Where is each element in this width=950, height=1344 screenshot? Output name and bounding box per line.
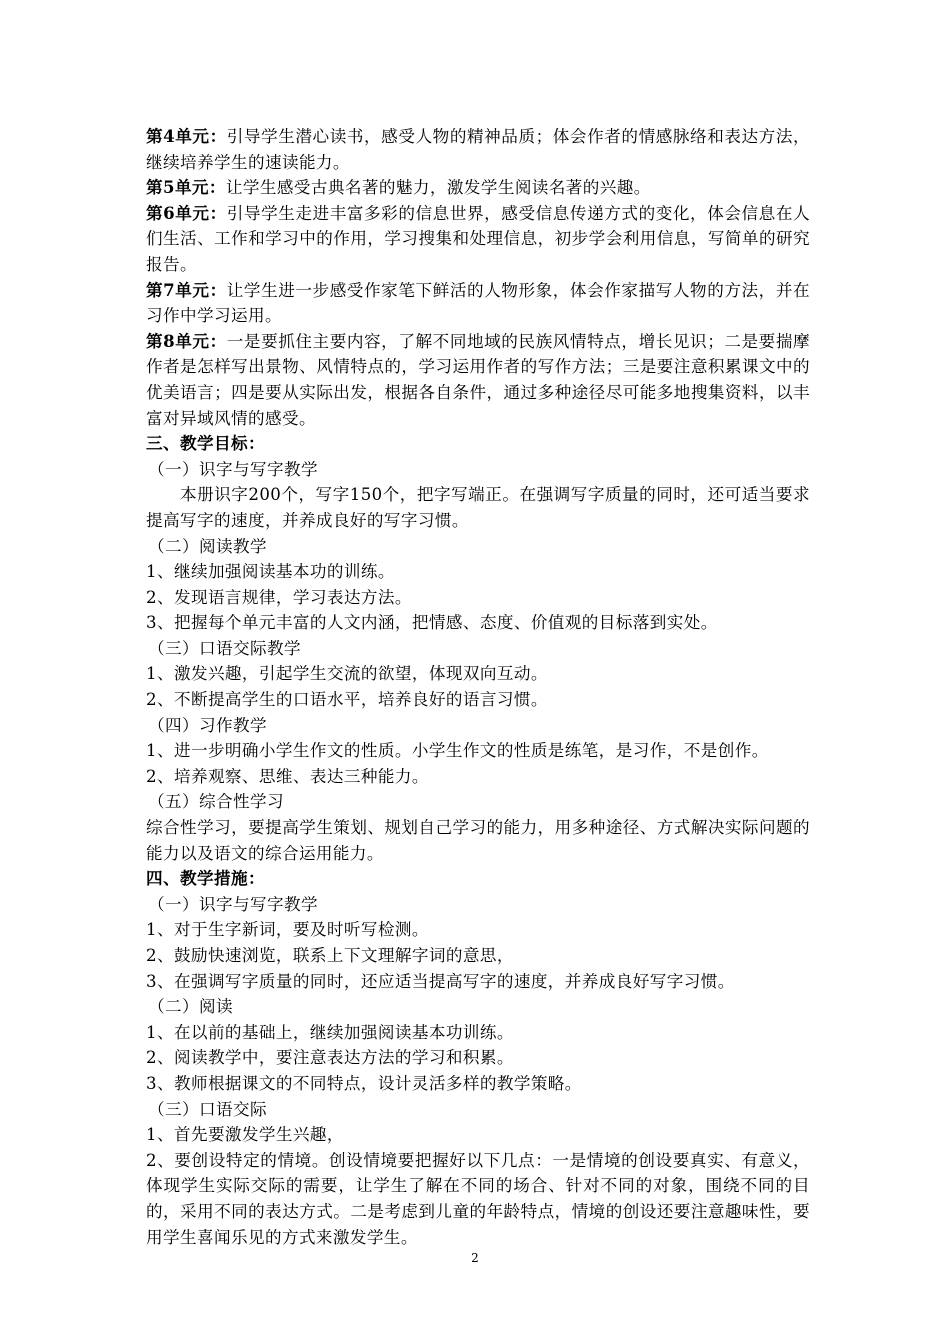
- subheading: （五）综合性学习: [148, 792, 284, 812]
- list-item: 2、不断提高学生的口语水平，培养良好的语言习惯。: [146, 690, 548, 710]
- unit-text: 引导学生走进丰富多彩的信息世界，感受信息传递方式的变化，体会信息在人们生活、工作和学习中的作用，学习搜集和处理信息，初步学会利用信息，写简单的研究报告。: [146, 203, 810, 274]
- list-item: 1、对于生字新词，要及时听写检测。: [146, 920, 429, 940]
- subheading: （三）口语交际教学: [148, 638, 301, 658]
- paragraph: 综合性学习，要提高学生策划、规划自己学习的能力，用多种途径、方式解决实际问题的能力以及语文的综合运用能力。: [146, 818, 810, 863]
- section-3-heading: 三、教学目标：: [146, 433, 265, 454]
- unit-8-paragraph: [146, 329, 810, 431]
- list-item: 3、在强调写字质量的同时，还应适当提高写字的速度，并养成良好写字习惯。: [146, 971, 735, 991]
- list-item: 2、鼓励快速浏览，联系上下文理解字词的意思，: [146, 946, 514, 965]
- unit-4-paragraph: [146, 124, 810, 175]
- unit-label: 第6单元：: [146, 202, 227, 223]
- unit-label: 第8单元：: [146, 330, 227, 351]
- subheading: （二）阅读: [148, 997, 233, 1017]
- unit-label: 第5单元：: [146, 177, 226, 198]
- subheading: （一）识字与写字教学: [148, 459, 318, 479]
- list-item: 2、阅读教学中，要注意表达方法的学习和积累。: [146, 1048, 514, 1068]
- page-number: 2: [471, 1251, 479, 1265]
- unit-text: 让学生感受古典名著的魅力，激发学生阅读名著的兴趣。: [225, 178, 651, 198]
- list-item: 2、要创设特定的情境。创设情境要把握好以下几点：一是情境的创设要真实、有意义，体现学生实际交际的需要，让学生了解在不同的场合、针对不同的对象，围绕不同的目的，采用不同的表达方式。二是考虑到儿童的年龄特点，情境的创设还要注意趣味性，要用学生喜闻乐见的方式来激发学生。: [146, 1150, 810, 1247]
- list-item: 1、继续加强阅读基本功的训练。: [146, 562, 395, 582]
- unit-label: 第4单元：: [146, 126, 227, 146]
- unit-text: 让学生进一步感受作家笔下鲜活的人物形象，体会作家描写人物的方法，并在习作中学习运用。: [146, 280, 810, 326]
- paragraph: 本册识字200个，写字150个，把字写端正。在强调写字质量的同时，还可适当要求提高写字的速度，并养成良好的写字习惯。: [146, 485, 810, 530]
- unit-6-paragraph: [146, 201, 810, 278]
- list-item: 2、培养观察、思维、表达三种能力。: [146, 766, 429, 786]
- unit-text: 引导学生潜心读书，感受人物的精神品质；体会作者的情感脉络和表达方法，继续培养学生的速读能力。: [146, 127, 810, 172]
- unit-5-paragraph: [146, 175, 810, 201]
- subheading: （一）识字与写字教学: [148, 894, 318, 914]
- document-body: [146, 124, 810, 1250]
- list-item: 1、首先要激发学生兴趣，: [146, 1125, 344, 1145]
- list-item: 3、教师根据课文的不同特点，设计灵活多样的教学策略。: [146, 1073, 582, 1093]
- list-item: 1、激发兴趣，引起学生交流的欲望，体现双向互动。: [146, 664, 548, 684]
- list-item: 1、进一步明确小学生作文的性质。小学生作文的性质是练笔，是习作，不是创作。: [146, 741, 769, 761]
- list-item: 1、在以前的基础上，继续加强阅读基本功训练。: [146, 1022, 514, 1042]
- unit-text: 一是要抓住主要内容，了解不同地域的民族风情特点，增长见识；二是要揣摩作者是怎样写出景物、风情特点的，学习运用作者的写作方法；三是要注意积累课文中的优美语言；四是要从实际出发，根据各自条件，通过多种途径尽可能多地搜集资料，以丰富对异域风情的感受。: [146, 331, 810, 428]
- list-item: 3、把握每个单元丰富的人文内涵，把情感、态度、价值观的目标落到实处。: [146, 613, 718, 633]
- section-4-heading: 四、教学措施：: [146, 868, 265, 889]
- unit-7-paragraph: [146, 278, 810, 329]
- subheading: （二）阅读教学: [148, 536, 267, 556]
- unit-label: 第7单元：: [146, 279, 227, 300]
- list-item: 2、发现语言规律，学习表达方法。: [146, 587, 412, 607]
- subheading: （三）口语交际: [148, 1099, 267, 1119]
- subheading: （四）习作教学: [148, 715, 267, 735]
